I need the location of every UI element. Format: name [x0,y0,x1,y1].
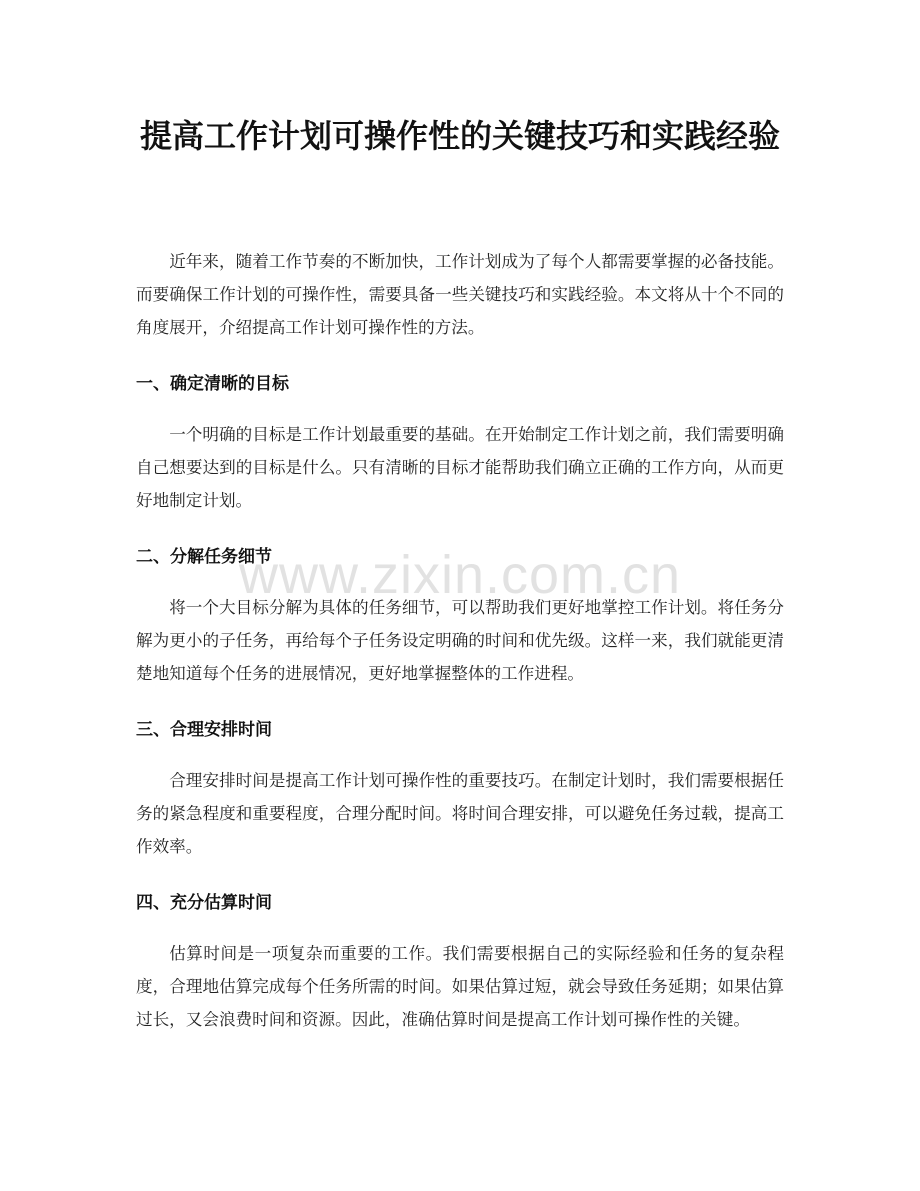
section-paragraph-4: 估算时间是一项复杂而重要的工作。我们需要根据自己的实际经验和任务的复杂程度，合理地估算完成每个任务所需的时间。如果估算过短，就会导致任务延期；如果估算过长，又会浪费时间和资源。因此，准确估算时间是提高工作计划可操作性的关键。 [136,944,784,1029]
intro-paragraph: 近年来，随着工作节奏的不断加快，工作计划成为了每个人都需要掌握的必备技能。而要确保工作计划的可操作性，需要具备一些关键技巧和实践经验。本文将从十个不同的角度展开，介绍提高工作计划可操作性的方法。 [136,252,784,337]
section-paragraph-1: 一个明确的目标是工作计划最重要的基础。在开始制定工作计划之前，我们需要明确自己想要达到的目标是什么。只有清晰的目标才能帮助我们确立正确的工作方向，从而更好地制定计划。 [136,425,784,510]
section-heading-4: 四、充分估算时间 [136,893,272,913]
section-heading-1: 一、确定清晰的目标 [136,374,289,394]
section-heading-3: 三、合理安排时间 [136,720,272,740]
document-title: 提高工作计划可操作性的关键技巧和实践经验 [139,117,780,155]
watermark: www.zixin.com.cn [238,545,682,605]
section-heading-2: 二、分解任务细节 [136,547,272,567]
document-body [136,245,784,1036]
section-paragraph-2: 将一个大目标分解为具体的任务细节，可以帮助我们更好地掌控工作计划。将任务分解为更小的子任务，再给每个子任务设定明确的时间和优先级。这样一来，我们就能更清楚地知道每个任务的进展情况，更好地掌握整体的工作进程。 [136,598,784,683]
section-paragraph-3: 合理安排时间是提高工作计划可操作性的重要技巧。在制定计划时，我们需要根据任务的紧急程度和重要程度，合理分配时间。将时间合理安排，可以避免任务过载，提高工作效率。 [136,771,784,856]
